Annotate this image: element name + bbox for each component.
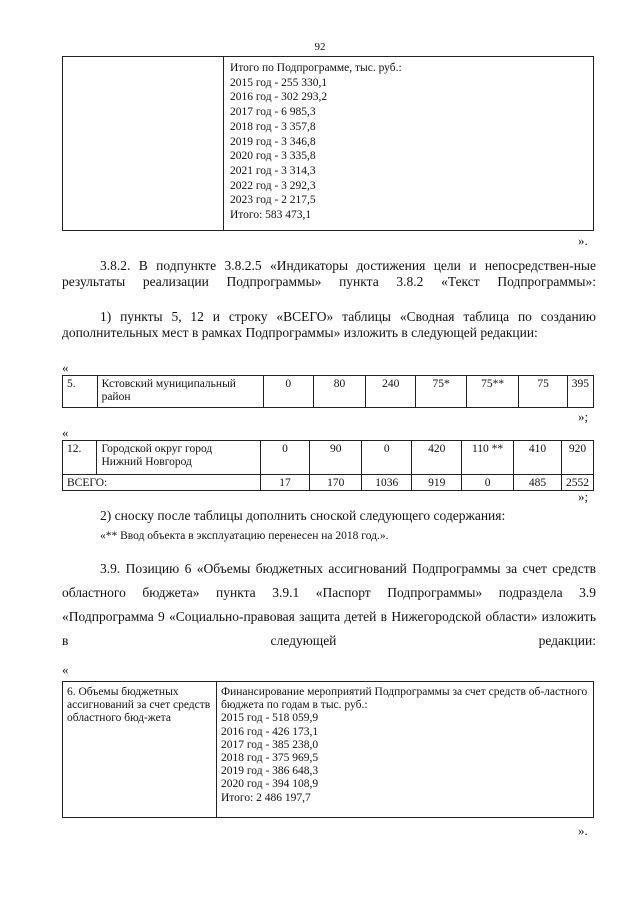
value-cell: 420: [412, 441, 462, 475]
municipality-name: Кстовский муниципальный район: [97, 376, 263, 408]
total-label: ВСЕГО:: [63, 475, 261, 491]
row-number: 5.: [63, 376, 98, 408]
financing-row: 2015 год - 518 059,9: [221, 712, 319, 725]
total-cell: 17: [260, 475, 310, 491]
closing-quote: »;: [578, 489, 589, 504]
totals-row: 2016 год - 302 293,2: [230, 91, 328, 104]
empty-cell: [63, 57, 224, 231]
value-cell: 110 **: [462, 441, 514, 475]
totals-header: Итого по Подпрограмме, тыс. руб.:: [230, 62, 402, 74]
value-cell: 0: [362, 441, 412, 475]
value-cell: 90: [310, 441, 362, 475]
financing-row: Итого: 2 486 197,7: [221, 791, 311, 804]
opening-quote: «: [62, 662, 69, 677]
value-cell: 75**: [466, 376, 519, 408]
totals-row: Итого: 583 473,1: [230, 209, 312, 222]
total-cell: 170: [310, 475, 362, 491]
value-cell: 240: [366, 376, 416, 408]
total-cell: 919: [412, 475, 462, 491]
section-3-9: 3.9. Позицию 6 «Объемы бюджетных ассигнований Подпрограммы за счет средств областного бюджета» пункта 3.9.1 «Паспорт Подпрограммы» подраздела 3.9 «Подпрограмма 9 «Социально-правовая защита детей в Нижегородской области» изложить в следующей редакции:: [62, 561, 596, 648]
totals-row: 2022 год - 3 292,3: [230, 179, 316, 192]
total-cell: 2552: [562, 475, 594, 491]
total-cell: 1036: [362, 475, 412, 491]
footnote-text: «** Ввод объекта в эксплуатацию перенесен на 2018 год.».: [100, 530, 389, 542]
budget-allocation-table: [62, 681, 594, 818]
value-cell: 395: [567, 376, 593, 408]
row-12-total-table: [62, 440, 594, 491]
totals-row: 2015 год - 255 330,1: [230, 76, 328, 89]
totals-row: 2019 год - 3 346,8: [230, 135, 316, 148]
financing-header: Финансирование мероприятий Подпрограммы за счет средств об-ластного бюджета по годам в тыс. руб.:: [221, 686, 588, 712]
value-cell: 410: [513, 441, 561, 475]
value-cell: 80: [313, 376, 365, 408]
totals-row: 2021 год - 3 314,3: [230, 164, 316, 177]
totals-row: 2020 год - 3 335,8: [230, 150, 316, 163]
municipality-name: Городской округ город Нижний Новгород: [97, 441, 260, 475]
row-5-table: [62, 375, 594, 408]
financing-row: 2016 год - 426 173,1: [221, 725, 319, 738]
value-cell: 75*: [416, 376, 466, 408]
value-cell: 75: [519, 376, 567, 408]
financing-cell: [217, 682, 594, 818]
value-cell: 0: [260, 441, 310, 475]
value-cell: 920: [562, 441, 594, 475]
page-number: 92: [314, 41, 326, 53]
total-cell: 485: [513, 475, 561, 491]
subprogram-totals-table: [62, 56, 594, 231]
total-cell: 0: [462, 475, 514, 491]
row-number: 12.: [63, 441, 97, 475]
position-label: 6. Объемы бюджетных ассигнований за счет средств областного бюд-жета: [63, 682, 217, 818]
totals-row: 2018 год - 3 357,8: [230, 120, 316, 133]
financing-row: 2020 год - 394 108,9: [221, 778, 319, 791]
section-3-8-2: 3.8.2. В подпункте 3.8.2.5 «Индикаторы достижения цели и непосредствен-ные результаты реализации Подпрограммы» пункта 3.8.2 «Текст Подпрограммы»:: [62, 258, 596, 289]
closing-quote: ».: [578, 233, 588, 248]
opening-quote: «: [62, 360, 69, 375]
opening-quote: «: [62, 425, 69, 440]
closing-quote: »;: [578, 409, 589, 424]
financing-row: 2017 год - 385 238,0: [221, 738, 319, 751]
item-2: 2) сноску после таблицы дополнить сноской следующего содержания:: [100, 508, 506, 523]
totals-cell: [224, 57, 594, 231]
financing-row: 2019 год - 386 648,3: [221, 765, 319, 778]
item-1: 1) пункты 5, 12 и строку «ВСЕГО» таблицы «Сводная таблица по созданию дополнительных мест в рамках Подпрограммы» изложить в следующей редакции:: [62, 309, 596, 340]
totals-row: 2017 год - 6 985,3: [230, 106, 316, 119]
financing-row: 2018 год - 375 969,5: [221, 752, 319, 765]
value-cell: 0: [263, 376, 313, 408]
closing-quote: ».: [578, 823, 588, 838]
totals-row: 2023 год - 2 217,5: [230, 194, 316, 207]
